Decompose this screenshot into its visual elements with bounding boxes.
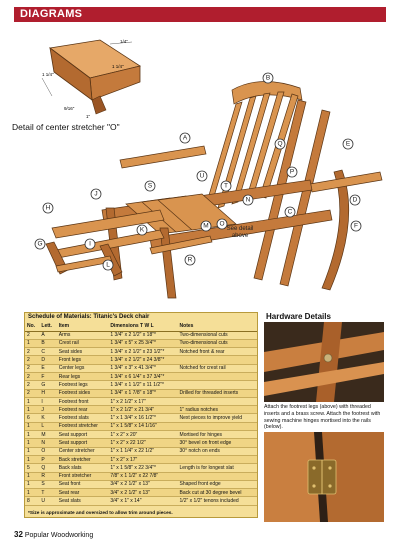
table-cell: Footrest legs [57, 381, 109, 389]
table-cell: 1" x 2" x 22 1/2" [108, 439, 177, 447]
table-cell [178, 381, 257, 389]
table-cell: 1 3/4" x 3" x 41 3/4"* [108, 364, 177, 372]
table-cell: 1" x 2 1/2" x 21 3/4" [108, 406, 177, 414]
callout-t: T [224, 182, 228, 190]
table-cell: Arms [57, 331, 109, 339]
materials-table [25, 322, 257, 506]
header-item: Item [57, 322, 109, 331]
table-cell: 2 [25, 348, 39, 356]
table-cell: 3/4" x 1" x 14" [108, 497, 177, 505]
table-cell: 2 [25, 331, 39, 339]
deck-chair-exploded-drawing [10, 60, 392, 300]
table-cell: 1" x 1 3/4" x 16 1/2"* [108, 414, 177, 422]
table-cell: L [39, 422, 56, 430]
callout-h: H [45, 204, 51, 212]
callout-l: L [106, 261, 110, 269]
table-row [25, 364, 257, 372]
table-cell: 1" radius notches [178, 406, 257, 414]
table-cell: 1" x 2" x 17" [108, 455, 177, 463]
table-cell: 1 [25, 397, 39, 405]
table-row [25, 381, 257, 389]
table-cell [178, 422, 257, 430]
callout-g: G [37, 240, 43, 248]
table-cell: 1" x 1 5/8" x 22 3/4"* [108, 464, 177, 472]
header-no: No. [25, 322, 39, 331]
table-cell: 1 [25, 339, 39, 347]
table-cell: 1 [25, 489, 39, 497]
header-notes: Notes [178, 322, 257, 331]
table-cell: Seat rear [57, 489, 109, 497]
table-cell: Length is for longest slat [178, 464, 257, 472]
table-cell: 2 [25, 389, 39, 397]
table-row [25, 339, 257, 347]
table-cell: Footrest stretcher [57, 422, 109, 430]
table-cell: B [39, 339, 56, 347]
table-cell: 2 [25, 364, 39, 372]
page-footer [14, 530, 93, 539]
table-row [25, 431, 257, 439]
callout-r: R [187, 256, 193, 264]
table-cell: 7/8" x 1 1/2" x 22 7/8" [108, 472, 177, 480]
callout-o: O [219, 220, 225, 228]
table-cell: Crest rail [57, 339, 109, 347]
table-cell: Seat support [57, 439, 109, 447]
table-cell: 6 [25, 414, 39, 422]
table-row [25, 447, 257, 455]
table-row [25, 439, 257, 447]
callout-f: F [354, 222, 358, 230]
table-cell: 2 [25, 356, 39, 364]
table-cell: D [39, 356, 56, 364]
detail-caption: Detail of center stretcher "O" [12, 122, 120, 132]
table-cell: M [39, 431, 56, 439]
table-row [25, 397, 257, 405]
table-row [25, 331, 257, 339]
table-cell: 1 3/4" x 2 1/2" x 24 3/8"* [108, 356, 177, 364]
table-cell: I [39, 397, 56, 405]
table-cell: Front legs [57, 356, 109, 364]
callout-p: P [289, 168, 295, 176]
schedule-footnote: *Size is approximate and oversized to allow trim around pieces. [28, 511, 173, 516]
table-cell: 30° bevel on front edge [178, 439, 257, 447]
table-cell: 1" x 1 5/8" x 14 1/16" [108, 422, 177, 430]
table-cell: F [39, 372, 56, 380]
table-row [25, 497, 257, 505]
table-cell: 2 [25, 381, 39, 389]
table-cell: 1 [25, 455, 39, 463]
table-cell: 1 [25, 447, 39, 455]
table-cell: G [39, 381, 56, 389]
table-cell: 1" x 1 1/4" x 22 1/2" [108, 447, 177, 455]
table-cell: Center legs [57, 364, 109, 372]
table-cell: Back cut at 30 degree bevel [178, 489, 257, 497]
materials-schedule [24, 312, 258, 518]
table-cell: O [39, 447, 56, 455]
table-row [25, 489, 257, 497]
table-cell: 1 [25, 422, 39, 430]
table-row [25, 414, 257, 422]
table-header-row [25, 322, 257, 331]
section-header: DIAGRAMS [14, 7, 386, 22]
table-cell: 1 3/4" x 6 1/4" x 37 3/4"* [108, 372, 177, 380]
detail-dim-3: 1 1/4" [112, 64, 124, 69]
table-cell: R [39, 472, 56, 480]
callout-d: D [352, 196, 358, 204]
header-lett: Lett. [39, 322, 56, 331]
table-cell: Drilled for threaded inserts [178, 389, 257, 397]
table-cell: Notched front & rear [178, 348, 257, 356]
table-cell: Footrest rear [57, 406, 109, 414]
table-cell: Rear legs [57, 372, 109, 380]
callout-a: A [182, 134, 188, 142]
hardware-caption: Attach the footrest legs (above) with threaded inserts and a brass screw. Attach the footrest with sewing machine hinges mortised into the rails (below). [264, 404, 381, 431]
table-cell: K [39, 414, 56, 422]
table-cell: E [39, 364, 56, 372]
table-cell: Center stretcher [57, 447, 109, 455]
table-cell: 1 [25, 439, 39, 447]
callout-u: U [199, 172, 205, 180]
table-cell: 1 3/4" x 1 7/8" x 18"* [108, 389, 177, 397]
see-detail-note: See detail above [226, 226, 254, 239]
table-row [25, 472, 257, 480]
table-cell: Mortised for hinges [178, 431, 257, 439]
table-cell: 3/4" x 2 1/2" x 13" [108, 489, 177, 497]
table-cell: J [39, 406, 56, 414]
table-cell [178, 356, 257, 364]
table-cell: Two-dimensional cuts [178, 339, 257, 347]
table-cell: N [39, 439, 56, 447]
table-cell: 1 [25, 472, 39, 480]
hinge-photo [264, 432, 384, 522]
detail-dim-4: 9/16" [64, 106, 75, 111]
table-row [25, 372, 257, 380]
magazine-name: Popular Woodworking [24, 532, 94, 539]
table-cell: Footrest front [57, 397, 109, 405]
table-cell: 3/4" x 2 1/2" x 13" [108, 480, 177, 488]
table-row [25, 356, 257, 364]
table-cell: H [39, 389, 56, 397]
table-cell [178, 455, 257, 463]
materials-table-body [25, 331, 257, 505]
table-cell: 1 3/4" x 2 1/2" x 18"* [108, 331, 177, 339]
table-row [25, 348, 257, 356]
table-cell: T [39, 489, 56, 497]
callout-j: J [94, 190, 98, 198]
table-cell: 1" x 2 1/2" x 17" [108, 397, 177, 405]
table-row [25, 455, 257, 463]
table-cell: Seat front [57, 480, 109, 488]
header-dimensions: Dimensions T W L [108, 322, 177, 331]
table-cell: C [39, 348, 56, 356]
table-cell [178, 372, 257, 380]
table-cell: Footrest slats [57, 414, 109, 422]
table-cell: A [39, 331, 56, 339]
callout-k: K [139, 226, 145, 234]
table-cell: 1 [25, 406, 39, 414]
table-cell: 1 [25, 480, 39, 488]
table-cell [178, 472, 257, 480]
table-row [25, 406, 257, 414]
table-row [25, 422, 257, 430]
callout-q: Q [277, 140, 283, 148]
table-cell: U [39, 497, 56, 505]
table-cell: P [39, 455, 56, 463]
table-cell: 2 [25, 372, 39, 380]
table-cell: Back slats [57, 464, 109, 472]
table-cell: Next pieces to improve yield [178, 414, 257, 422]
schedule-title: Schedule of Materials: Titanic's Deck chair [28, 314, 150, 320]
table-row [25, 389, 257, 397]
hardware-title: Hardware Details [266, 312, 331, 321]
callout-e: E [345, 140, 351, 148]
table-cell: Front stretcher [57, 472, 109, 480]
table-row [25, 464, 257, 472]
page-number: 32 [14, 530, 23, 539]
table-cell: Seat support [57, 431, 109, 439]
table-cell: Seat sides [57, 348, 109, 356]
detail-dim-5: 1" [86, 114, 91, 119]
table-cell: 1/2" x 1/2" tenons included [178, 497, 257, 505]
table-cell: Shaped front edge [178, 480, 257, 488]
callout-i: I [89, 240, 91, 248]
table-cell: S [39, 480, 56, 488]
table-cell: Seat slats [57, 497, 109, 505]
detail-dim-2: 1 1/4" [42, 72, 54, 77]
table-cell: 5 [25, 464, 39, 472]
table-cell: Back stretcher [57, 455, 109, 463]
footrest-leg-photo [264, 322, 384, 402]
table-cell: Notched for crest rail [178, 364, 257, 372]
table-cell: 1 [25, 431, 39, 439]
table-cell: 1" x 2" x 20" [108, 431, 177, 439]
table-cell: Two-dimensional cuts [178, 331, 257, 339]
callout-s: S [147, 182, 153, 190]
detail-dim-1: 1/4" [120, 39, 128, 44]
callout-n: N [245, 196, 251, 204]
table-cell: 30° notch on ends [178, 447, 257, 455]
table-cell: 1 3/4" x 5" x 25 3/4"* [108, 339, 177, 347]
table-cell [178, 397, 257, 405]
callout-b: B [265, 74, 271, 82]
table-cell: Footrest sides [57, 389, 109, 397]
callout-c: C [287, 208, 293, 216]
table-cell: 1 3/4" x 2 1/2" x 23 1/2"* [108, 348, 177, 356]
table-cell: 1 3/4" x 1 1/2" x 11 1/2"* [108, 381, 177, 389]
table-cell: 8 [25, 497, 39, 505]
callout-m: M [203, 222, 209, 230]
table-row [25, 480, 257, 488]
table-cell: Q [39, 464, 56, 472]
